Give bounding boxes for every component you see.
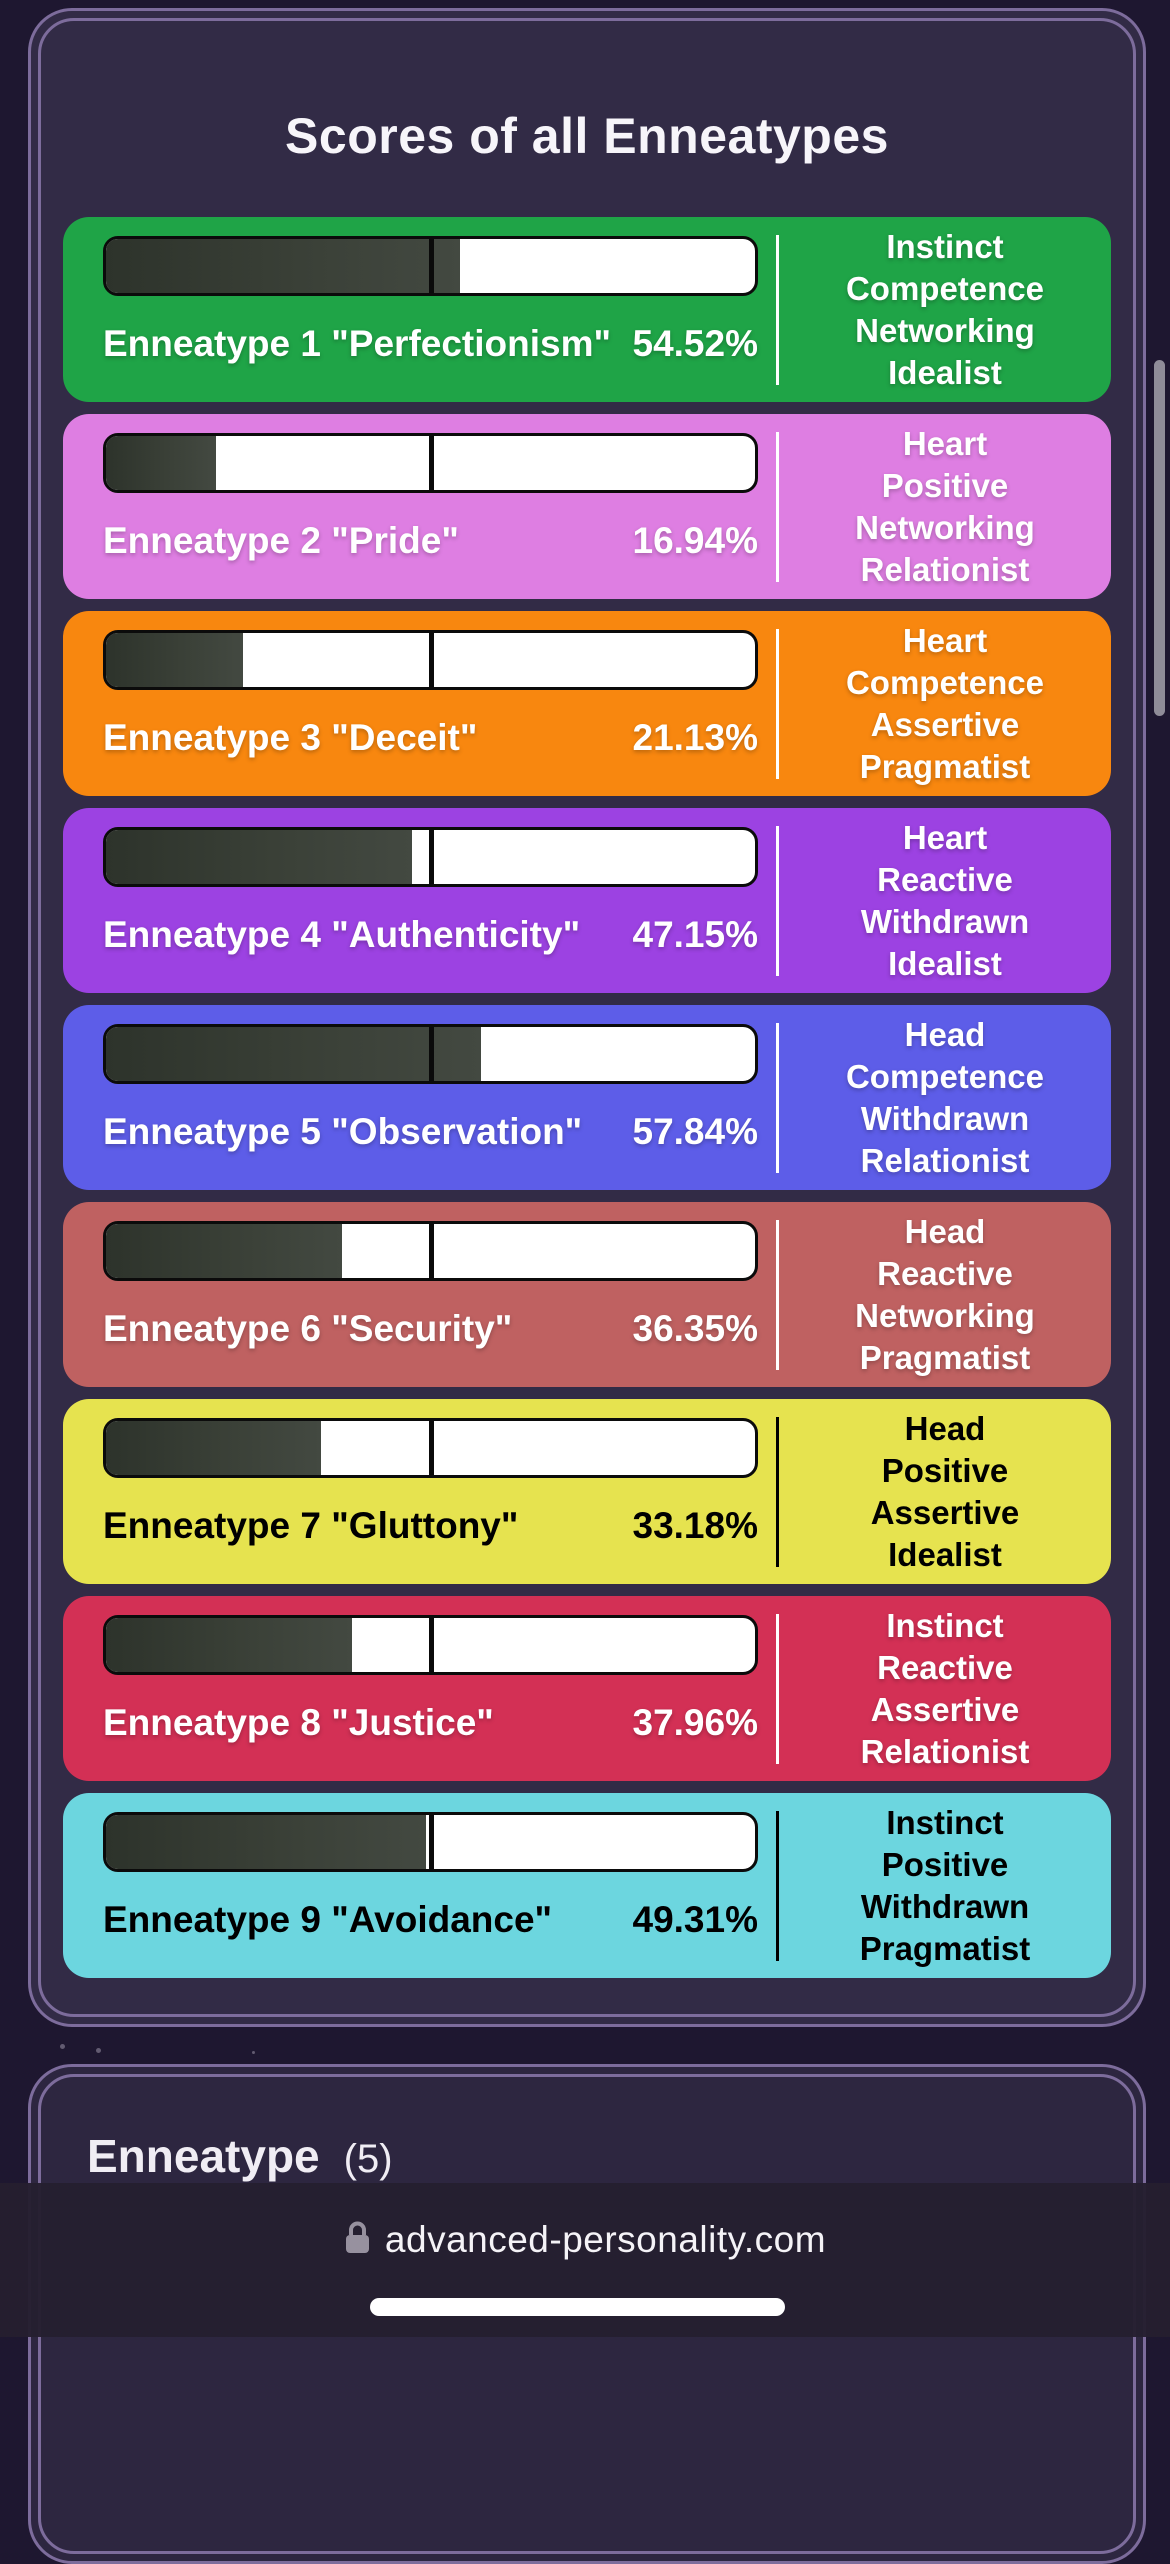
enneatype-card (63, 1793, 1111, 1978)
score-bar-fill (106, 436, 216, 490)
card-left (103, 1005, 758, 1190)
trait-line: Head (904, 1015, 986, 1053)
enneatype-card (63, 808, 1111, 993)
enneatype-percent: 37.96% (632, 1702, 758, 1743)
trait-line: Pragmatist (859, 1338, 1031, 1376)
trait-list (779, 808, 1111, 993)
enneatype-card (63, 414, 1111, 599)
score-bar-fill (106, 1618, 352, 1672)
card-caption (103, 1702, 758, 1744)
trait-list (779, 414, 1111, 599)
card-caption (103, 520, 758, 562)
trait-line: Positive (881, 466, 1009, 504)
card-left (103, 611, 758, 796)
card-left (103, 1202, 758, 1387)
scores-panel (28, 8, 1146, 2027)
score-bar-fill (106, 1224, 342, 1278)
trait-line: Heart (902, 621, 988, 659)
score-bar-fill (106, 1815, 426, 1869)
trait-line: Reactive (877, 1254, 1013, 1292)
page-title: Scores of all Enneatypes (285, 108, 889, 164)
trait-line: Withdrawn (860, 902, 1030, 940)
scrollbar-thumb[interactable] (1154, 360, 1165, 716)
enneatype-label: Enneatype 3 "Deceit" (103, 717, 478, 758)
score-bar (103, 630, 758, 690)
enneatype-percent: 57.84% (632, 1111, 758, 1152)
enneatype-card (63, 1399, 1111, 1584)
trait-line: Instinct (886, 1803, 1004, 1841)
average-marker (429, 436, 434, 490)
enneatype-card (63, 1202, 1111, 1387)
trait-line: Competence (845, 663, 1045, 701)
score-bar (103, 236, 758, 296)
trait-line: Networking (855, 1296, 1035, 1334)
card-left (103, 414, 758, 599)
trait-line: Relationist (860, 550, 1030, 588)
card-caption (103, 914, 758, 956)
card-caption (103, 1111, 758, 1153)
trait-line: Networking (855, 508, 1035, 546)
average-marker (429, 1618, 434, 1672)
score-bar (103, 1615, 758, 1675)
average-marker (429, 1421, 434, 1475)
trait-line: Reactive (877, 860, 1013, 898)
enneatype-percent: 33.18% (632, 1505, 758, 1546)
card-left (103, 1399, 758, 1584)
score-bar-fill (106, 633, 243, 687)
enneatype-card (63, 1005, 1111, 1190)
trait-line: Instinct (886, 1606, 1004, 1644)
trait-line: Idealist (888, 1535, 1002, 1573)
url-text: advanced-personality.com (384, 2219, 827, 2260)
trait-line: Head (904, 1212, 986, 1250)
card-caption (103, 717, 758, 759)
average-marker (429, 633, 434, 687)
trait-line: Pragmatist (859, 747, 1031, 785)
card-caption (103, 1899, 758, 1941)
trait-line: Competence (845, 269, 1045, 307)
enneatype-label: Enneatype 2 "Pride" (103, 520, 459, 561)
trait-line: Idealist (888, 944, 1002, 982)
enneatype-label: Enneatype 4 "Authenticity" (103, 914, 581, 955)
trait-line: Withdrawn (860, 1887, 1030, 1925)
home-indicator[interactable] (370, 2298, 785, 2316)
trait-list (779, 1005, 1111, 1190)
score-bar (103, 433, 758, 493)
trait-line: Assertive (870, 705, 1020, 743)
trait-line: Withdrawn (860, 1099, 1030, 1137)
star-decoration (96, 2048, 101, 2053)
enneatype-percent: 54.52% (632, 323, 758, 364)
trait-line: Assertive (870, 1493, 1020, 1531)
trait-line: Networking (855, 311, 1035, 349)
url-bar[interactable] (0, 2183, 1170, 2261)
enneatype-label: Enneatype 1 "Perfectionism" (103, 323, 612, 364)
score-bar (103, 1812, 758, 1872)
average-marker (429, 239, 434, 293)
average-marker (429, 1815, 434, 1869)
enneatype-card (63, 217, 1111, 402)
section-heading (31, 2067, 1143, 2183)
score-bar (103, 827, 758, 887)
card-left (103, 1596, 758, 1781)
trait-line: Pragmatist (859, 1929, 1031, 1967)
card-list (31, 217, 1143, 1978)
enneatype-label: Enneatype 7 "Gluttony" (103, 1505, 519, 1546)
trait-line: Instinct (886, 227, 1004, 265)
score-bar-fill (106, 1421, 321, 1475)
card-caption (103, 1505, 758, 1547)
star-decoration (60, 2044, 65, 2049)
browser-bottom-bar[interactable] (0, 2183, 1170, 2337)
trait-list (779, 1596, 1111, 1781)
trait-list (779, 1793, 1111, 1978)
trait-list (779, 1202, 1111, 1387)
trait-line: Heart (902, 818, 988, 856)
enneatype-percent: 21.13% (632, 717, 758, 758)
enneatype-label: Enneatype 5 "Observation" (103, 1111, 583, 1152)
trait-line: Head (904, 1409, 986, 1447)
trait-line: Reactive (877, 1648, 1013, 1686)
score-bar (103, 1221, 758, 1281)
lock-icon (344, 2220, 371, 2261)
enneatype-percent: 16.94% (632, 520, 758, 561)
section-count-badge: (5) (343, 2137, 393, 2181)
star-decoration (252, 2051, 255, 2054)
trait-line: Positive (881, 1845, 1009, 1883)
trait-line: Relationist (860, 1141, 1030, 1179)
card-caption (103, 323, 758, 365)
trait-list (779, 217, 1111, 402)
score-bar-fill (106, 239, 460, 293)
trait-line: Competence (845, 1057, 1045, 1095)
score-bar-fill (106, 1027, 481, 1081)
average-marker (429, 1224, 434, 1278)
trait-list (779, 611, 1111, 796)
score-bar (103, 1024, 758, 1084)
enneatype-percent: 36.35% (632, 1308, 758, 1349)
trait-line: Idealist (888, 353, 1002, 391)
average-marker (429, 830, 434, 884)
trait-line: Heart (902, 424, 988, 462)
section-title: Enneatype (87, 2130, 320, 2182)
enneatype-card (63, 1596, 1111, 1781)
trait-list (779, 1399, 1111, 1584)
trait-line: Relationist (860, 1732, 1030, 1770)
enneatype-label: Enneatype 6 "Security" (103, 1308, 513, 1349)
enneatype-percent: 47.15% (632, 914, 758, 955)
enneatype-label: Enneatype 8 "Justice" (103, 1702, 494, 1743)
card-left (103, 1793, 758, 1978)
score-bar-fill (106, 830, 412, 884)
score-bar (103, 1418, 758, 1478)
card-caption (103, 1308, 758, 1350)
enneatype-label: Enneatype 9 "Avoidance" (103, 1899, 553, 1940)
enneatype-percent: 49.31% (632, 1899, 758, 1940)
enneatype-card (63, 611, 1111, 796)
trait-line: Assertive (870, 1690, 1020, 1728)
average-marker (429, 1027, 434, 1081)
card-left (103, 217, 758, 402)
trait-line: Positive (881, 1451, 1009, 1489)
card-left (103, 808, 758, 993)
